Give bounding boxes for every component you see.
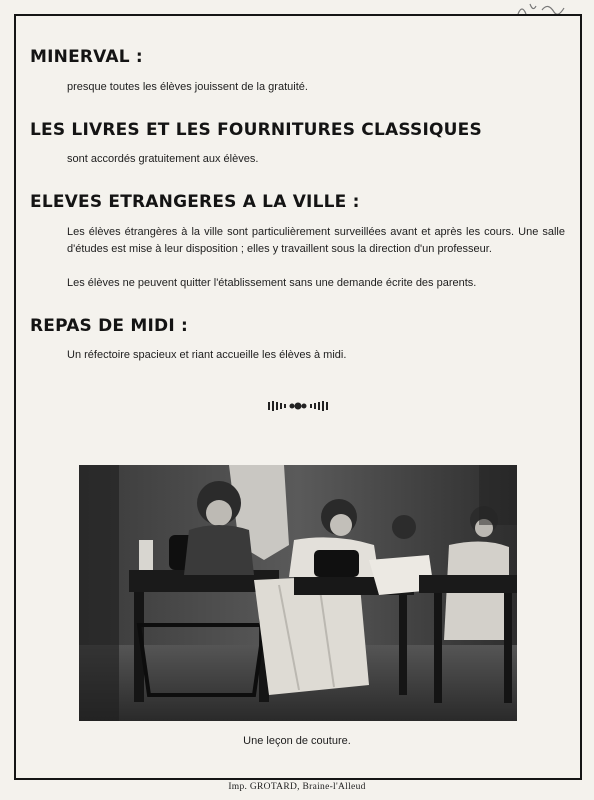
- section-text-eleves-sortie: Les élèves ne peuvent quitter l'établissement sans une demande écrite des parents.: [67, 277, 477, 289]
- section-heading-eleves-etrangeres: ELEVES ETRANGERES A LA VILLE :: [30, 192, 360, 212]
- sewing-class-photo: [79, 465, 517, 721]
- section-text-repas: Un réfectoire spacieux et riant accueille les élèves à midi.: [67, 349, 347, 361]
- section-text-eleves-etrangeres: Les élèves étrangères à la ville sont particulièrement surveillées avant et après les cours. Une salle d'études est mise à leur disposition ; elles y travaillent sous la direction d'un professeur.: [67, 226, 565, 255]
- section-heading-minerval: MINERVAL :: [30, 47, 143, 67]
- decorative-ornament-icon: [268, 399, 328, 413]
- photo-caption: Une leçon de couture.: [243, 735, 351, 747]
- section-heading-repas: REPAS DE MIDI :: [30, 316, 188, 336]
- section-heading-livres: LES LIVRES ET LES FOURNITURES CLASSIQUES: [30, 120, 482, 140]
- printer-imprint: Imp. GROTARD, Braine-l'Alleud: [228, 782, 366, 792]
- sewing-class-photo-illustration: [79, 465, 517, 721]
- section-text-livres: sont accordés gratuitement aux élèves.: [67, 153, 259, 165]
- section-text-minerval: presque toutes les élèves jouissent de la gratuité.: [67, 81, 308, 93]
